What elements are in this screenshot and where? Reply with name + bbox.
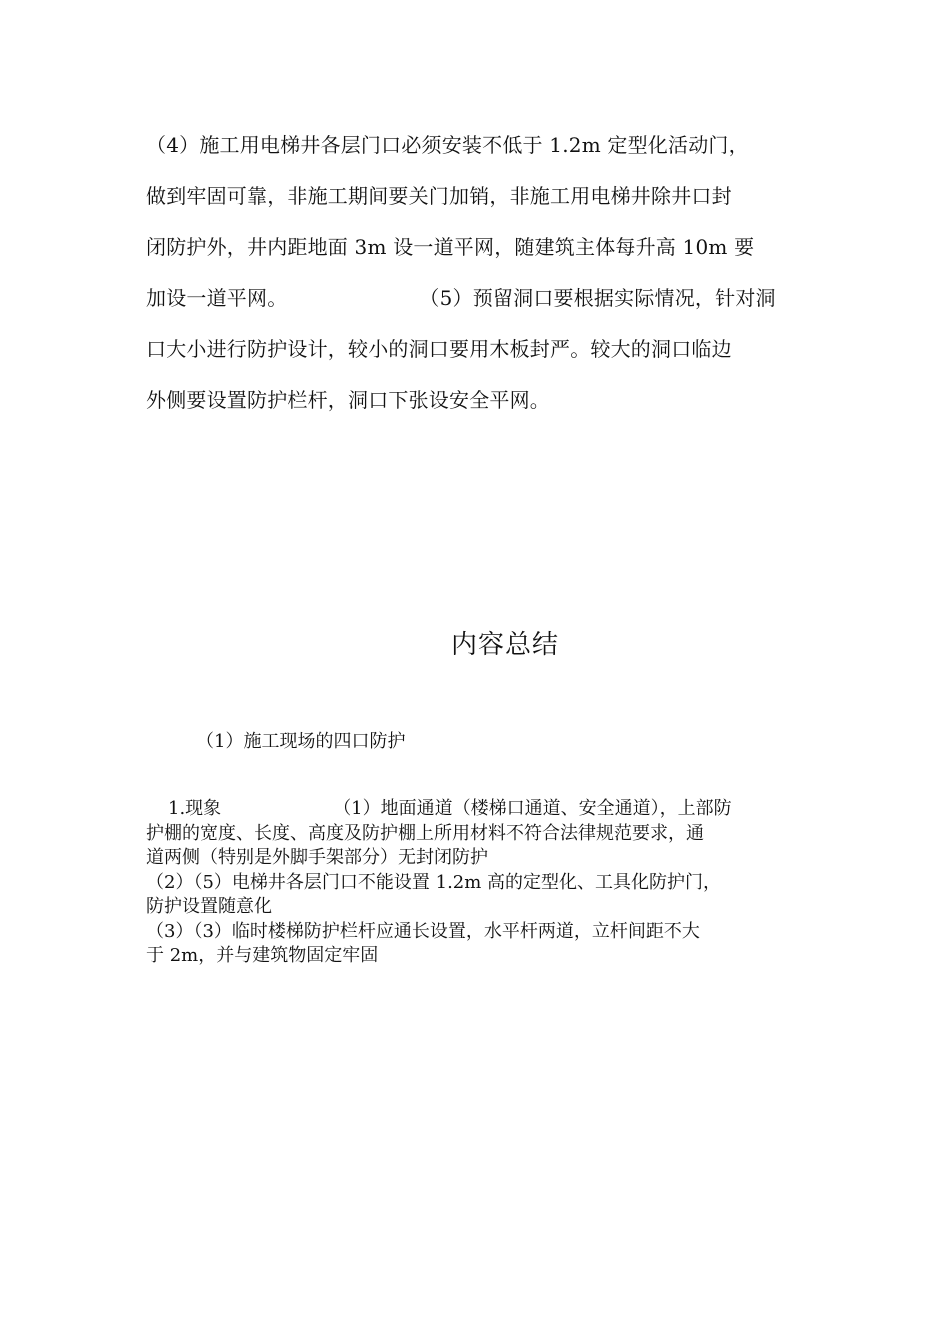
body-paragraph: [146, 120, 816, 426]
body-line-1: （4）施工用电梯井各层门口必须安装不低于 1.2m 定型化活动门，: [146, 133, 749, 157]
summary-line-6: （3）（3）临时楼梯防护栏杆应通长设置，水平杆两道，立杆间距不大: [146, 920, 700, 942]
summary-line-3: 道两侧（特别是外脚手架部分）无封闭防护: [146, 847, 488, 868]
summary-line-1: [146, 797, 806, 822]
body-line-5: 口大小进行防护设计，较小的洞口要用木板封严。较大的洞口临边: [146, 337, 732, 361]
summary-line-1-rest: （1）地面通道（楼梯口通道、安全通道），上部防: [333, 798, 732, 819]
body-line-3: 闭防护外，井内距地面 3m 设一道平网，随建筑主体每升高 10m 要: [146, 235, 755, 259]
body-line-4-left: 加设一道平网。: [146, 286, 288, 310]
body-line-2: 做到牢固可靠，非施工期间要关门加销，非施工用电梯井除井口封: [146, 184, 732, 208]
summary-line-2: 护棚的宽度、长度、高度及防护棚上所用材料不符合法律规范要求，通: [146, 822, 704, 844]
body-line-6: 外侧要设置防护栏杆，洞口下张设安全平网。: [146, 388, 550, 412]
summary-line-5: 防护设置随意化: [146, 896, 272, 917]
summary-subheading: （1）施工现场的四口防护: [196, 731, 406, 752]
body-line-4: [146, 273, 816, 324]
summary-line-4: （2）（5）电梯井各层门口不能设置 1.2m 高的定型化、工具化防护门，: [146, 871, 722, 893]
summary-body: [146, 797, 806, 969]
summary-line-7: 于 2m，并与建筑物固定牢固: [146, 945, 379, 966]
summary-heading: 内容总结: [450, 630, 559, 660]
body-line-4-right: （5）预留洞口要根据实际情况，针对洞: [419, 286, 776, 310]
summary-item-label: 1.现象: [168, 798, 222, 819]
